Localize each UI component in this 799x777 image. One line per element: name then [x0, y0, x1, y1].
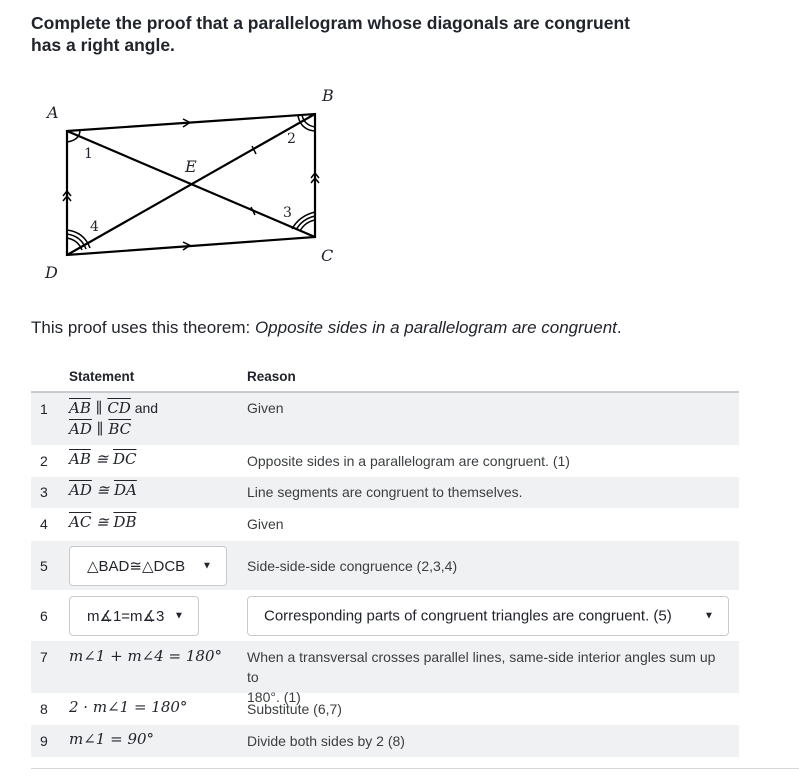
proof-row-1: 1 $\overline{AB}$ ∥ $\overline{CD}$ and $\overline{AD}$ ∥ $\overline{BC}$ Given — [31, 393, 739, 445]
statement-2: $\overline{AB}$ ≅ $\overline{DC}$ — [69, 450, 137, 468]
angle-label-4: 4 — [90, 219, 99, 235]
diagonal-BD — [67, 114, 315, 255]
statement-8: 2 · m∠1 = 180° — [69, 698, 188, 716]
chevron-down-icon: ▼ — [174, 610, 184, 622]
angle-label-3: 3 — [283, 205, 292, 221]
proof-row-5: 5 △BAD≅△DCB ▼ Side-side-side congruence (2,3,4) — [31, 541, 739, 590]
reason-7: When a transversal crosses parallel lines, same-side interior angles sum up to 180°. (1) — [247, 649, 716, 705]
proof-row-8: 8 2 · m∠1 = 180° Substitute (6,7) — [40, 698, 342, 717]
statement-3: $\overline{AD}$ ≅ $\overline{DA}$ — [69, 481, 137, 499]
reason-4: Given — [247, 516, 284, 532]
problem-title: Complete the proof that a parallelogram whose diagonals are congruent has a right angle. — [31, 13, 630, 55]
chevron-down-icon: ▼ — [202, 560, 212, 572]
angle-arc-C2 — [296, 216, 315, 230]
proof-row-4: 4 $\overline{AC}$ ≅ $\overline{DB}$ Given — [40, 513, 284, 532]
reason-1: Given — [247, 400, 284, 416]
header-reason: Reason — [247, 369, 296, 384]
statement-1: $\overline{AB}$ ∥ $\overline{CD}$ and $\overline{AD}$ ∥ $\overline{BC}$ — [69, 399, 159, 438]
reason-2: Opposite sides in a parallelogram are congruent. (1) — [247, 453, 570, 469]
chevron-down-icon: ▼ — [704, 610, 714, 622]
point-label-E: E — [185, 157, 197, 176]
reason-3: Line segments are congruent to themselves. — [247, 484, 523, 500]
vertex-label-A: A — [47, 103, 59, 122]
reason-8: Substitute (6,7) — [247, 701, 342, 717]
reason-5: Side-side-side congruence (2,3,4) — [247, 558, 458, 574]
statement-4: $\overline{AC}$ ≅ $\overline{DB}$ — [69, 513, 137, 531]
angle-label-2: 2 — [287, 131, 296, 147]
proof-row-9: 9 m∠1 = 90° Divide both sides by 2 (8) — [31, 725, 739, 757]
proof-row-6: 6 m∡1=m∡3 ▼ Corresponding parts of congruent triangles are congruent. (5) ▼ — [31, 591, 739, 640]
reason-6-dropdown[interactable]: Corresponding parts of congruent triangles are congruent. (5) ▼ — [247, 596, 729, 636]
statement-5-dropdown[interactable]: △BAD≅△DCB ▼ — [69, 546, 227, 586]
bottom-divider — [31, 768, 799, 769]
angle-label-1: 1 — [84, 146, 93, 162]
vertex-label-D: D — [45, 263, 58, 282]
vertex-label-C: C — [321, 246, 334, 265]
vertex-label-B: B — [322, 86, 334, 105]
proof-row-7: 7 m∠1 + m∠4 = 180° When a transversal crosses parallel lines, same-side interior angles sum up to 180°. (1) — [31, 641, 739, 693]
proof-row-2: 2 $\overline{AB}$ ≅ $\overline{DC}$ Opposite sides in a parallelogram are congruent. (1) — [40, 450, 570, 469]
theorem-name: Opposite sides in a parallelogram are congruent — [254, 318, 617, 337]
statement-6-dropdown[interactable]: m∡1=m∡3 ▼ — [69, 596, 199, 636]
theorem-intro: This proof uses this theorem: Opposite sides in a parallelogram are congruent. — [31, 318, 622, 337]
statement-7: m∠1 + m∠4 = 180° — [69, 647, 223, 665]
parallelogram-figure — [0, 70, 360, 300]
header-statement: Statement — [69, 369, 135, 384]
reason-9: Divide both sides by 2 (8) — [247, 733, 405, 749]
statement-9: m∠1 = 90° — [69, 730, 155, 748]
proof-row-3: 3 $\overline{AD}$ ≅ $\overline{DA}$ Line segments are congruent to themselves. — [31, 477, 739, 508]
